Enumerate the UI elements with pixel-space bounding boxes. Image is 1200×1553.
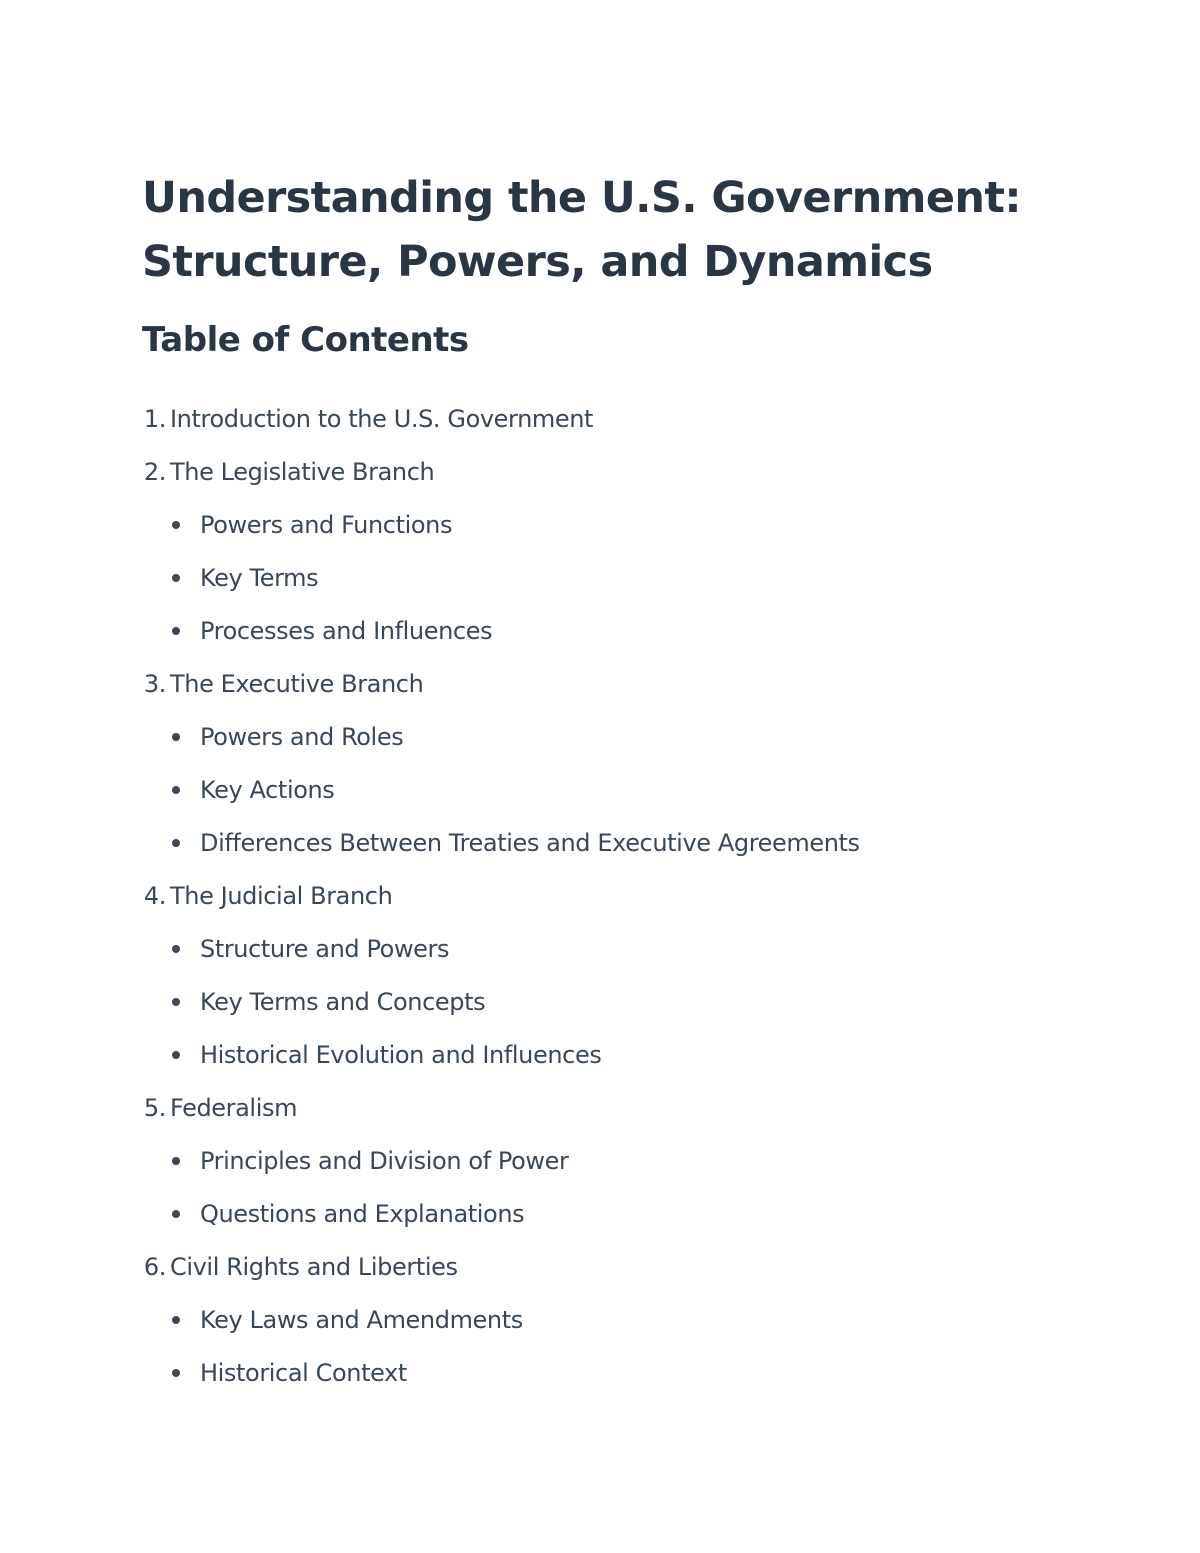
toc-section-number: 4.: [143, 881, 166, 910]
toc-subitem-label: Historical Evolution and Influences: [200, 1040, 602, 1069]
toc-subitem-label: Questions and Explanations: [200, 1199, 525, 1228]
bullet-icon: [172, 627, 180, 635]
bullet-icon: [172, 521, 180, 529]
toc-section-number: 3.: [143, 669, 166, 698]
toc-subitem: [142, 763, 1042, 816]
bullet-icon: [172, 839, 180, 847]
toc-section-title: Civil Rights and Liberties: [170, 1252, 458, 1281]
bullet-icon: [172, 574, 180, 582]
toc-subitem-label: Key Terms and Concepts: [200, 987, 486, 1016]
toc-subitem-label: Structure and Powers: [200, 934, 450, 963]
bullet-icon: [172, 733, 180, 741]
table-of-contents: [142, 392, 1042, 1399]
toc-section-3: [142, 657, 1042, 710]
toc-section-title: The Legislative Branch: [170, 457, 435, 486]
toc-subitem: [142, 975, 1042, 1028]
toc-subitem: [142, 1293, 1042, 1346]
toc-section-2: [142, 445, 1042, 498]
toc-subitem-label: Key Terms: [200, 563, 319, 592]
toc-section-title: The Executive Branch: [170, 669, 424, 698]
toc-section-title: Introduction to the U.S. Government: [170, 404, 594, 433]
toc-section-number: 5.: [143, 1093, 166, 1122]
toc-subitem: [142, 551, 1042, 604]
toc-subitem-label: Powers and Roles: [200, 722, 404, 751]
bullet-icon: [172, 1210, 180, 1218]
bullet-icon: [172, 1316, 180, 1324]
toc-subitem: [142, 816, 1042, 869]
toc-section-number: 2.: [143, 457, 166, 486]
toc-subitem-label: Key Laws and Amendments: [200, 1305, 523, 1334]
toc-subitem: [142, 922, 1042, 975]
toc-subitem: [142, 1346, 1042, 1399]
toc-subitem: [142, 710, 1042, 763]
toc-subitem-label: Differences Between Treaties and Executive Agreements: [200, 828, 860, 857]
toc-subitem: [142, 1134, 1042, 1187]
toc-section-5: [142, 1081, 1042, 1134]
toc-subitem: [142, 1028, 1042, 1081]
bullet-icon: [172, 998, 180, 1006]
toc-section-number: 6.: [143, 1252, 166, 1281]
toc-section-number: 1.: [143, 404, 166, 433]
bullet-icon: [172, 945, 180, 953]
toc-section-6: [142, 1240, 1042, 1293]
toc-section-title: Federalism: [170, 1093, 298, 1122]
toc-subitem: [142, 498, 1042, 551]
document-page: [142, 166, 1042, 1399]
toc-section-4: [142, 869, 1042, 922]
toc-subitem-label: Principles and Division of Power: [200, 1146, 569, 1175]
toc-subitem-label: Powers and Functions: [200, 510, 453, 539]
toc-subitem-label: Key Actions: [200, 775, 335, 804]
document-title-line-2: Structure, Powers, and Dynamics: [142, 237, 933, 287]
bullet-icon: [172, 1051, 180, 1059]
toc-section-title: The Judicial Branch: [170, 881, 393, 910]
document-title-line-1: Understanding the U.S. Government:: [142, 173, 1021, 223]
toc-subitem: [142, 604, 1042, 657]
toc-subitem: [142, 1187, 1042, 1240]
bullet-icon: [172, 1157, 180, 1165]
document-title: [142, 166, 1042, 294]
bullet-icon: [172, 786, 180, 794]
toc-heading: Table of Contents: [142, 320, 469, 360]
toc-subitem-label: Historical Context: [200, 1358, 407, 1387]
toc-subitem-label: Processes and Influences: [200, 616, 493, 645]
toc-section-1: [142, 392, 1042, 445]
bullet-icon: [172, 1369, 180, 1377]
